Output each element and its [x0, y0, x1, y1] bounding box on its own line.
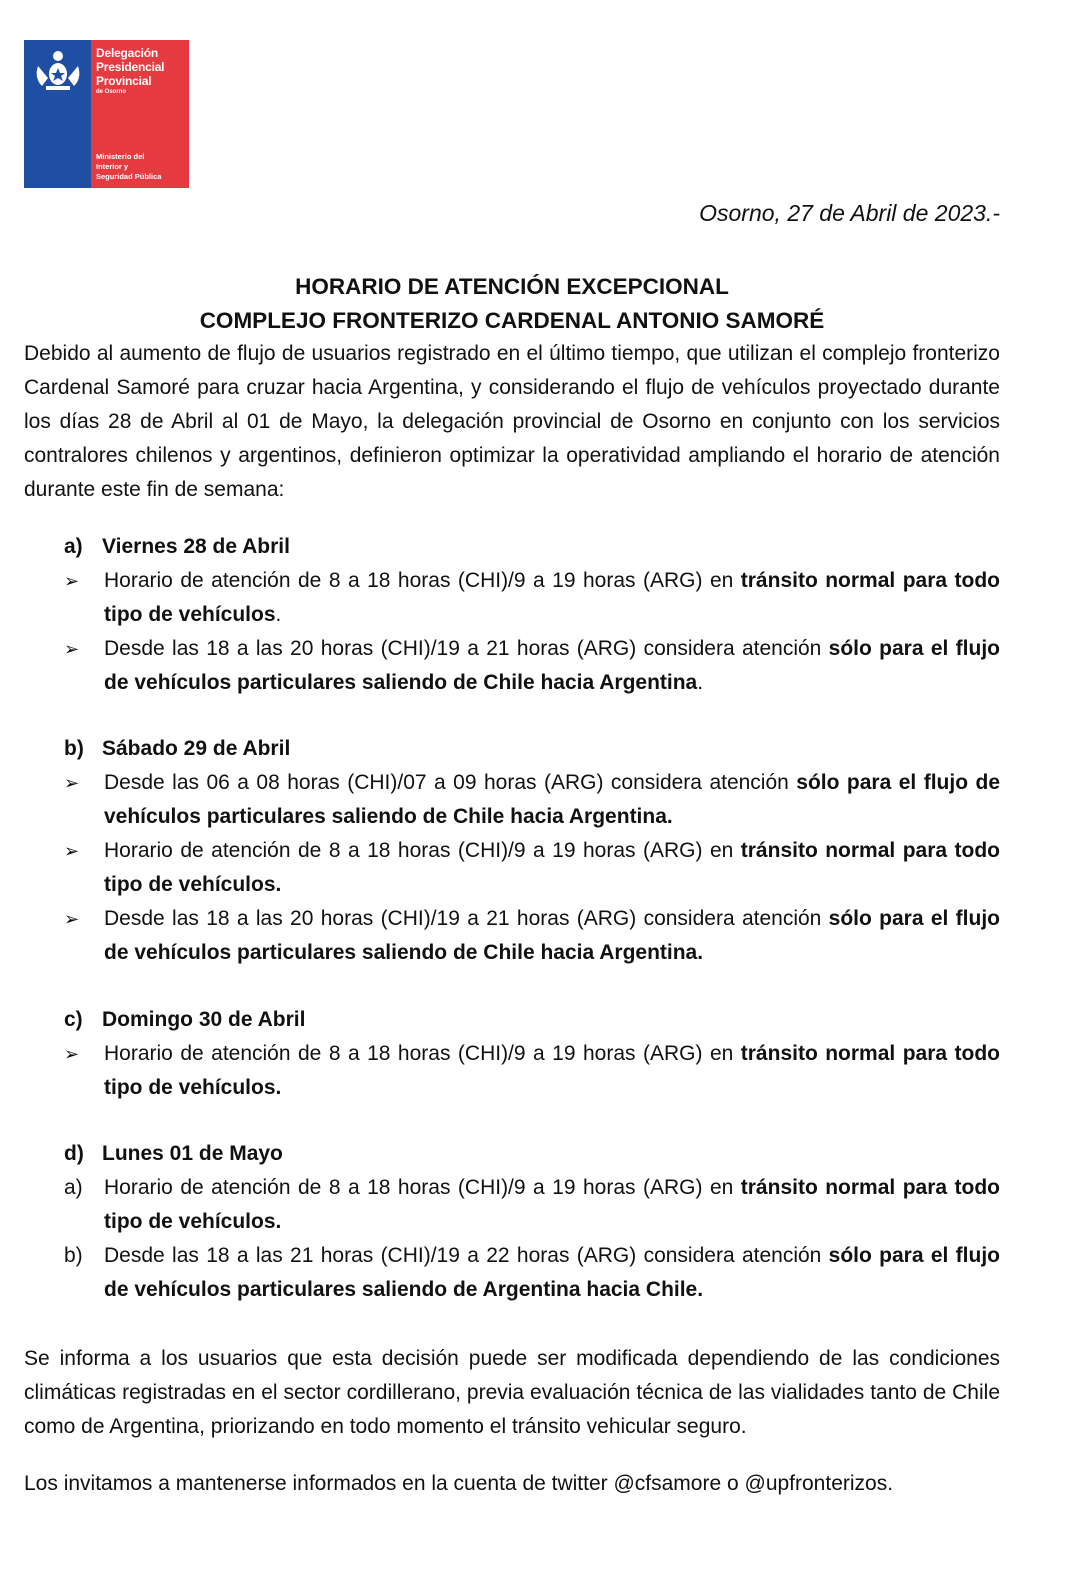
section-heading	[64, 732, 1000, 766]
list-item	[24, 766, 1000, 834]
section-title: Sábado 29 de Abril	[102, 737, 291, 760]
section-title: Viernes 28 de Abril	[102, 535, 290, 558]
section-heading	[64, 530, 1000, 564]
section-heading	[64, 1003, 1000, 1037]
item-plain: Desde las 18 a las 20 horas (CHI)/19 a 21 horas (ARG) considera atención	[104, 637, 829, 660]
section-title: Lunes 01 de Mayo	[102, 1142, 283, 1165]
item-bold: tránsito normal para todo tipo de vehículos.	[104, 1176, 1001, 1233]
item-text	[104, 1171, 1000, 1239]
arrow-bullet-icon: ➢	[64, 841, 80, 861]
list-item	[24, 1037, 1000, 1105]
arrow-bullet-icon: ➢	[64, 1044, 80, 1064]
section-letter: d)	[64, 1142, 84, 1165]
list-item	[24, 632, 1000, 700]
section-c	[64, 1003, 1000, 1105]
title-line-2: COMPLEJO FRONTERIZO CARDENAL ANTONIO SAMORÉ	[199, 308, 825, 333]
arrow-bullet-icon: ➢	[64, 571, 80, 591]
item-plain: Desde las 18 a las 21 horas (CHI)/19 a 22 horas (ARG) considera atención	[104, 1244, 829, 1267]
twitter-note: Los invitamos a mantenerse informados en la cuenta de twitter @cfsamore o @upfronterizos.	[24, 1472, 894, 1495]
section-title: Domingo 30 de Abril	[102, 1008, 306, 1031]
logo-line-2: Presidencial	[96, 60, 165, 74]
arrow-bullet-icon: ➢	[64, 773, 80, 793]
section-d	[64, 1137, 1000, 1307]
item-text	[104, 766, 1000, 834]
logo-line-3: Provincial	[96, 74, 152, 88]
item-plain: Horario de atención de 8 a 18 horas (CHI)/9 a 19 horas (ARG) en	[104, 1176, 741, 1199]
ministry-line-1: Ministerio del	[96, 152, 145, 161]
item-plain: Horario de atención de 8 a 18 horas (CHI)/9 a 19 horas (ARG) en	[104, 839, 741, 862]
section-b	[64, 732, 1000, 970]
closing-paragraph: Se informa a los usuarios que esta decisión puede ser modificada dependiendo de las condiciones climáticas registradas en el sector cordillerano, previa evaluación técnica de las vialidades tanto de Chile como de Argentina, priorizando en todo momento el tránsito vehicular seguro.	[24, 1347, 1000, 1438]
section-a	[64, 530, 1000, 700]
logo-line-1: Delegación	[96, 46, 159, 60]
item-bold: tránsito normal para todo tipo de vehículos.	[104, 1042, 1001, 1099]
title-block	[0, 270, 1024, 338]
item-bold: tránsito normal para todo tipo de vehículos.	[104, 839, 1001, 896]
title-line-1: HORARIO DE ATENCIÓN EXCEPCIONAL	[295, 274, 729, 299]
logo-text-panel	[91, 40, 189, 188]
item-text	[104, 834, 1000, 902]
item-text	[104, 902, 1000, 970]
delegacion-logo	[24, 40, 189, 188]
ministry-line-3: Seguridad Pública	[96, 172, 162, 181]
item-bold: sólo para el flujo de vehículos particulares saliendo de Chile hacia Argentina	[104, 637, 1000, 694]
logo-sub: de Osorno	[96, 89, 127, 95]
section-heading	[64, 1137, 1000, 1171]
item-tail: .	[697, 671, 704, 694]
item-bold: sólo para el flujo de vehículos particulares saliendo de Chile hacia Argentina.	[104, 771, 1000, 828]
item-text	[104, 1239, 1000, 1307]
item-plain: Horario de atención de 8 a 18 horas (CHI)/9 a 19 horas (ARG) en	[104, 569, 741, 592]
item-text	[104, 1037, 1000, 1105]
section-letter: a)	[64, 535, 83, 558]
list-item	[24, 1171, 1000, 1239]
ministry-line-2: Interior y	[96, 162, 129, 171]
item-plain: Desde las 18 a las 20 horas (CHI)/19 a 21 horas (ARG) considera atención	[104, 907, 829, 930]
section-letter: c)	[64, 1008, 83, 1031]
coat-of-arms-icon	[32, 48, 84, 92]
item-bold: sólo para el flujo de vehículos particulares saliendo de Chile hacia Argentina.	[104, 907, 1000, 964]
document-date: Osorno, 27 de Abril de 2023.-	[699, 200, 1000, 226]
list-item	[24, 902, 1000, 970]
intro-paragraph: Debido al aumento de flujo de usuarios registrado en el último tiempo, que utilizan el complejo fronterizo Cardenal Samoré para cruzar hacia Argentina, y considerando el flujo de vehículos proyectado durante los días 28 de Abril al 01 de Mayo, la delegación provincial de Osorno en conjunto con los servicios contralores chilenos y argentinos, definieron optimizar la operatividad ampliando el horario de atención durante este fin de semana:	[24, 342, 1000, 501]
arrow-bullet-icon: ➢	[64, 639, 80, 659]
section-letter: b)	[64, 737, 84, 760]
item-bold: sólo para el flujo de vehículos particulares saliendo de Argentina hacia Chile.	[104, 1244, 1000, 1301]
list-item	[24, 834, 1000, 902]
list-letter: b)	[64, 1244, 83, 1267]
list-item	[24, 564, 1000, 632]
coat-of-arms-panel	[24, 40, 91, 188]
item-bold: tránsito normal para todo tipo de vehículos	[104, 569, 1001, 626]
item-tail: .	[275, 603, 282, 626]
item-text	[104, 632, 1000, 700]
list-letter: a)	[64, 1176, 83, 1199]
item-text	[104, 564, 1000, 632]
item-plain: Horario de atención de 8 a 18 horas (CHI)/9 a 19 horas (ARG) en	[104, 1042, 741, 1065]
list-item	[24, 1239, 1000, 1307]
arrow-bullet-icon: ➢	[64, 909, 80, 929]
item-plain: Desde las 06 a 08 horas (CHI)/07 a 09 horas (ARG) considera atención	[104, 771, 797, 794]
logo-ministry	[96, 152, 161, 182]
